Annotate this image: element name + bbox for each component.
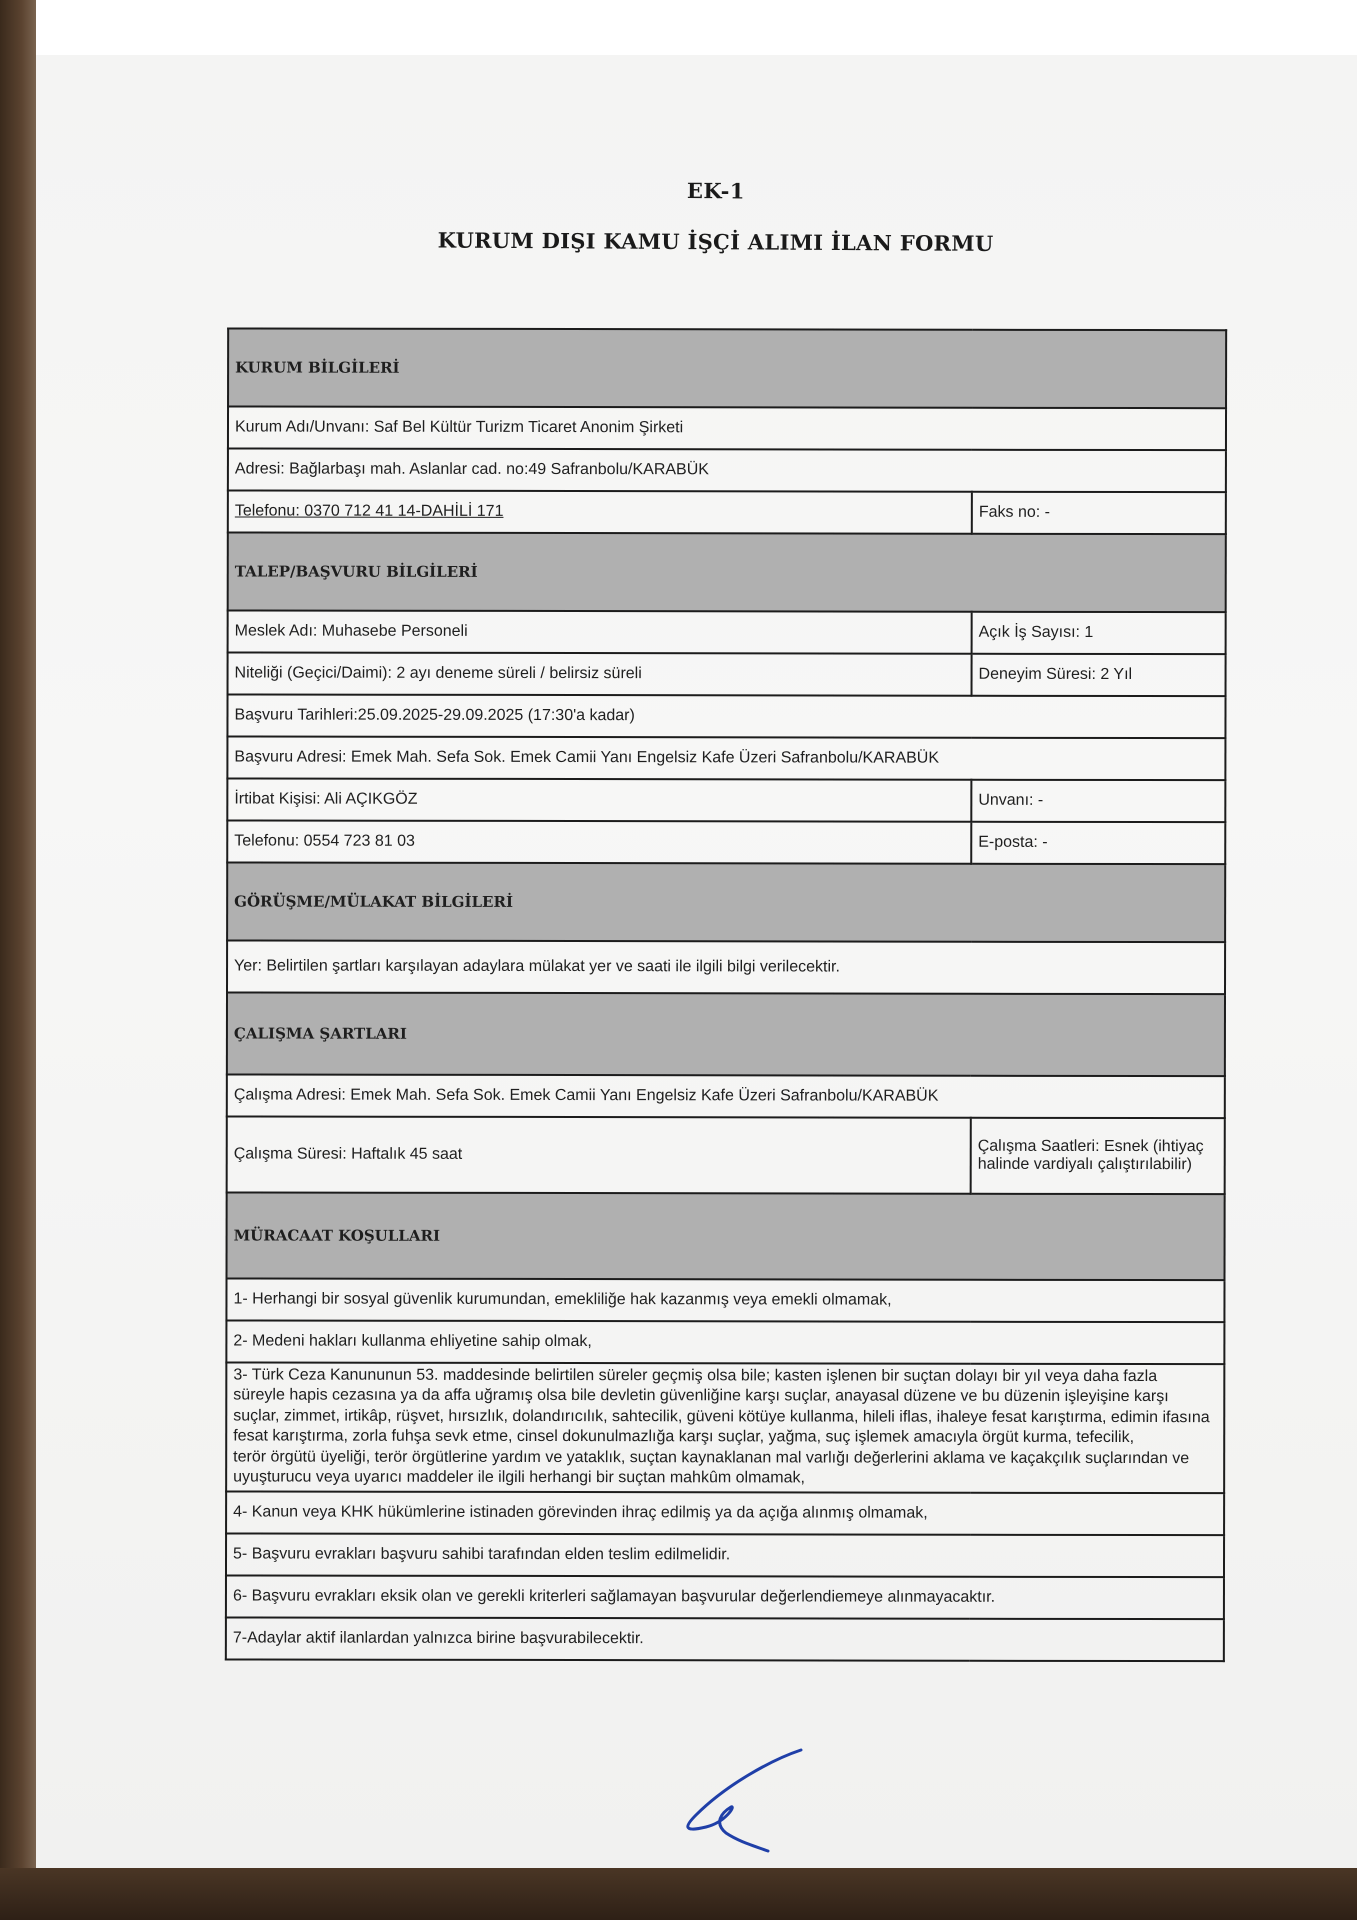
institution-phone: Telefonu: 0370 712 41 14-DAHİLİ 171: [228, 490, 972, 533]
employment-nature: Niteliği (Geçici/Daimi): 2 ayı deneme süreli / belirsiz süreli: [228, 652, 972, 695]
section-title-gorusme: GÖRÜŞME/MÜLAKAT BİLGİLERİ: [227, 862, 1225, 942]
condition-3-line-1: 3- Türk Ceza Kanununun 53. maddesinde belirtilen süreler geçmiş olsa bile; kasten işlenen bir suçtan dolayı bir yıl veya daha fazla: [233, 1366, 1158, 1386]
work-hours: Çalışma Saatleri: Esnek (ihtiyaç halinde vardiyalı çalıştırılabilir): [971, 1118, 1225, 1194]
condition-3-line-2: süreyle hapis cezasına ya da affa uğramış olsa bile devletin güvenliğine karşı suçlar, anayasal düzene ve bu düzenin işleyişine karşı suçlar, zimmet, irtikâp, rüşvet, hırsızlık, dolandırıcılık, sahtecilik, güveni kötüye kullanma, hileli iflas, ihaleye fesat karıştırma, edimin ifasına fesat karıştırma, zorla fuhşa sevk etme, cinsel dokunulmazlığa karşı suçlar, yağma, suç işlemek amacıyla örgüt kurma, tefecilik,: [233, 1386, 1210, 1447]
table-row: [226, 1491, 1224, 1535]
condition-4: 4- Kanun veya KHK hükümlerine istinaden görevinden ihraç edilmiş ya da açığa alınmış olmamak,: [226, 1491, 1224, 1535]
interview-place: Yer: Belirtilen şartları karşılayan adaylara mülakat yer ve saati ile ilgili bilgi verilecektir.: [227, 940, 1225, 994]
paper-sheet: [36, 55, 1357, 1868]
background-wood-left: [0, 0, 36, 1920]
table-row: [226, 1617, 1224, 1661]
contact-title: Unvanı: -: [971, 780, 1225, 822]
occupation-name: Meslek Adı: Muhasebe Personeli: [228, 610, 972, 653]
application-dates: Başvuru Tarihleri:25.09.2025-29.09.2025 (17:30'a kadar): [227, 694, 1225, 738]
table-row: [226, 1362, 1224, 1493]
table-row: [227, 1116, 1225, 1194]
table-row: [226, 1278, 1224, 1322]
section-title-kurum: KURUM BİLGİLERİ: [228, 328, 1226, 408]
contact-email: E-posta: -: [971, 822, 1225, 864]
section-title-muracaat: MÜRACAAT KOŞULLARI: [227, 1192, 1225, 1280]
table-row: [228, 610, 1226, 654]
section-row-gorusme: [227, 862, 1225, 942]
document-body: [186, 175, 1246, 1647]
table-row: [226, 1575, 1224, 1619]
section-row-talep: [228, 532, 1226, 612]
table-row: [227, 820, 1225, 864]
form-title: KURUM DIŞI KAMU İŞÇİ ALIMI İLAN FORMU: [437, 227, 994, 256]
table-row: [228, 448, 1226, 492]
experience-duration: Deneyim Süresi: 2 Yıl: [972, 654, 1226, 696]
annex-label: EK-1: [686, 178, 746, 204]
job-posting-form-table: [225, 327, 1227, 1662]
table-row: [227, 778, 1225, 822]
institution-address: Adresi: Bağlarbaşı mah. Aslanlar cad. no:49 Safranbolu/KARABÜK: [228, 448, 1226, 492]
handwritten-signature: [676, 1745, 806, 1855]
institution-fax: Faks no: -: [972, 492, 1226, 534]
table-row: [227, 736, 1225, 780]
section-row-kurum: [228, 328, 1226, 408]
contact-phone: Telefonu: 0554 723 81 03: [227, 820, 971, 863]
institution-name: Kurum Adı/Unvanı: Saf Bel Kültür Turizm Ticaret Anonim Şirketi: [228, 406, 1226, 450]
section-row-muracaat: [227, 1192, 1225, 1280]
table-row: [227, 940, 1225, 994]
application-address: Başvuru Adresi: Emek Mah. Sefa Sok. Emek Camii Yanı Engelsiz Kafe Üzeri Safranbolu/KARABÜK: [227, 736, 1225, 780]
table-row: [226, 1320, 1224, 1364]
work-duration: Çalışma Süresi: Haftalık 45 saat: [227, 1116, 971, 1193]
section-title-talep: TALEP/BAŞVURU BİLGİLERİ: [228, 532, 1226, 612]
condition-2: 2- Medeni hakları kullanma ehliyetine sahip olmak,: [226, 1320, 1224, 1364]
condition-6: 6- Başvuru evrakları eksik olan ve gerekli kriterleri sağlamayan başvurular değerlendiemeye alınmayacaktır.: [226, 1575, 1224, 1619]
condition-3-line-3: terör örgütü üyeliği, terör örgütlerine yardım ve yataklık, suçtan kaynaklanan mal varlığı değerlerini aklama ve kaçakçılık suçlarından ve uyuşturucu veya uyarıcı maddeler ile ilgili herhangi bir suçtan mahkûm olmamak,: [233, 1448, 1190, 1487]
table-row: [228, 490, 1226, 534]
table-row: [227, 1074, 1225, 1118]
condition-5: 5- Başvuru evrakları başvuru sahibi tarafından elden teslim edilmelidir.: [226, 1533, 1224, 1577]
background-wood-bottom: [0, 1868, 1357, 1920]
contact-person: İrtibat Kişisi: Ali AÇIKGÖZ: [227, 778, 971, 821]
section-row-calisma: [227, 992, 1225, 1076]
table-row: [228, 652, 1226, 696]
table-row: [226, 1533, 1224, 1577]
work-address: Çalışma Adresi: Emek Mah. Sefa Sok. Emek Camii Yanı Engelsiz Kafe Üzeri Safranbolu/KARABÜK: [227, 1074, 1225, 1118]
section-title-calisma: ÇALIŞMA ŞARTLARI: [227, 992, 1225, 1076]
open-positions: Açık İş Sayısı: 1: [972, 612, 1226, 654]
table-row: [227, 694, 1225, 738]
condition-1: 1- Herhangi bir sosyal güvenlik kurumundan, emekliliğe hak kazanmış veya emekli olmamak,: [226, 1278, 1224, 1322]
condition-3: [226, 1362, 1224, 1493]
condition-7: 7-Adaylar aktif ilanlardan yalnızca birine başvurabilecektir.: [226, 1617, 1224, 1661]
table-row: [228, 406, 1226, 450]
